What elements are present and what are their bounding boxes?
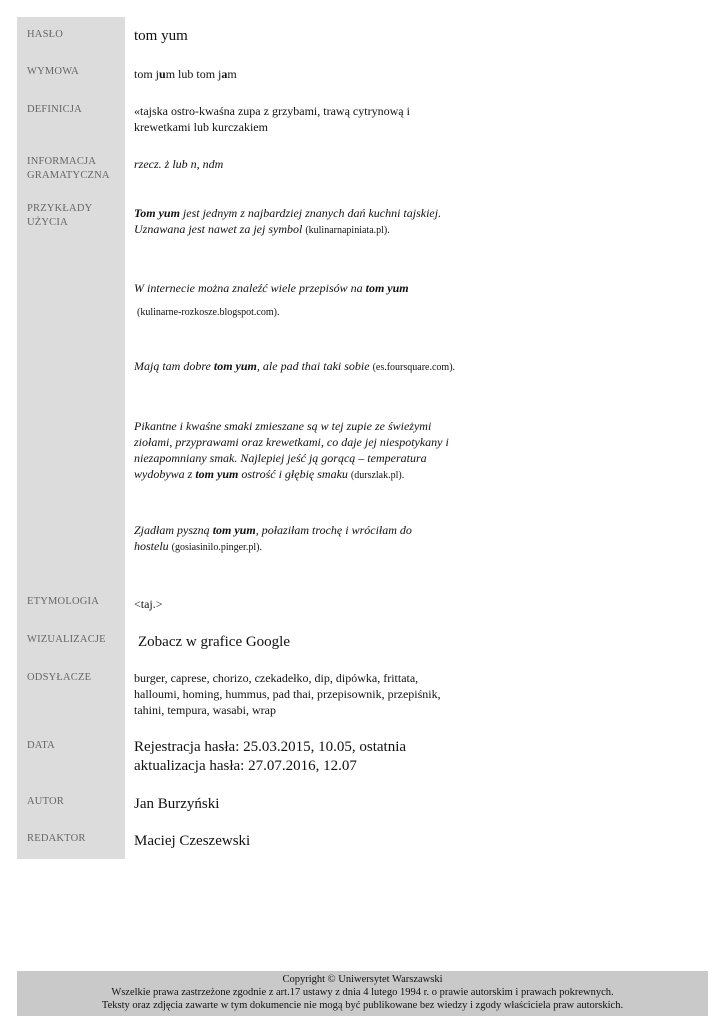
label-redaktor: REDAKTOR (27, 833, 86, 844)
pron-part: m (227, 67, 237, 81)
footer-notice: Teksty oraz zdjęcia zawarte w tym dokumencie nie mogą być publikowane bez wiedzy i zgody właściciela praw autorskich. (101, 1000, 624, 1011)
dates: Rejestracja hasła: 25.03.2015, 10.05, ostatnia aktualizacja hasła: 27.07.2016, 12.07 (134, 739, 407, 774)
example-term: Tom yum (134, 206, 180, 220)
label-przyklady-uzycia (27, 202, 92, 230)
pron-part: m lub tom j (165, 67, 222, 81)
example-1: Tom yum jest jednym z najbardziej znanych dań kuchni tajskiej. Uznawana jest nawet za jej symbol (kulinarnapiniata.pl). (134, 206, 442, 236)
example-source: (kulinarnapiniata.pl) (305, 225, 388, 236)
label-informacja-gramatyczna (27, 155, 110, 183)
example-source: (gosiasinilo.pinger.pl) (171, 542, 260, 553)
label-odsylacze: ODSYŁACZE (27, 672, 92, 683)
etymology: <taj.> (134, 597, 163, 611)
example-source: (es.foursquare.com) (372, 362, 453, 373)
label-wymowa: WYMOWA (27, 66, 79, 77)
copyright-footer (17, 971, 708, 1016)
footer-rights: Wszelkie prawa zastrzeżone zgodnie z art.17 ustawy z dnia 4 lutego 1994 r. o prawie autorskim i prawach pokrewnych. (111, 987, 614, 998)
google-images-link[interactable]: Zobacz w grafice Google (138, 634, 291, 650)
example-3: Mają tam dobre tom yum, ale pad thai taki sobie (es.foursquare.com). (134, 359, 456, 373)
pron-part: tom j (134, 67, 160, 81)
example-5: Zjadłam pyszną tom yum, połaziłam trochę i wróciłam do hostelu (gosiasinilo.pinger.pl). (134, 523, 412, 553)
grammar-info: rzecz. ż lub n, ndm (134, 157, 224, 171)
label-definicja: DEFINICJA (27, 104, 82, 115)
label-autor: AUTOR (27, 796, 64, 807)
example-term: tom yum (195, 467, 239, 481)
example-2: W internecie można znaleźć wiele przepisów na tom yum (kulinarne-rozkosze.blogspot.com). (134, 281, 409, 318)
label-etymologia: ETYMOLOGIA (27, 596, 99, 607)
author: Jan Burzyński (134, 796, 220, 812)
example-term: tom yum (365, 281, 409, 295)
example-4: Pikantne i kwaśne smaki zmieszane są w tej zupie ze świeżymi ziołami, przyprawami oraz krewetkami, co daje jej niespotykany i niezapomniany smak. Najlepiej jeść ją gorącą – temperatura wydobywa z tom yum ostrość i głębię smaku (durszlak.pl). (134, 419, 449, 481)
label-data: DATA (27, 740, 55, 751)
pronunciation (134, 66, 464, 82)
cross-references: burger, caprese, chorizo, czekadełko, dip, dipówka, frittata, halloumi, homing, hummus, pad thai, przepisownik, przepiśnik, tahini, tempura, wasabi, wrap (134, 671, 441, 717)
label-informacja: INFORMACJA (27, 156, 97, 167)
label-column (17, 17, 125, 859)
pron-stress: u (159, 67, 166, 81)
pron-stress: a (221, 67, 228, 81)
definition: «tajska ostro-kwaśna zupa z grzybami, trawą cytrynową i krewetkami lub kurczakiem (134, 104, 410, 134)
label-przyklady: PRZYKŁADY (27, 203, 93, 214)
label-gramatyczna: GRAMATYCZNA (27, 170, 110, 181)
footer-copyright: Copyright © Uniwersytet Warszawski (282, 974, 443, 985)
editor: Maciej Czeszewski (134, 833, 251, 849)
example-source: (durszlak.pl) (350, 470, 402, 481)
example-term: tom yum (213, 359, 257, 373)
label-wizualizacje: WIZUALIZACJE (27, 634, 106, 645)
example-source: (kulinarne-rozkosze.blogspot.com) (137, 307, 277, 318)
example-term: tom yum (212, 523, 256, 537)
label-uzycia: UŻYCIA (27, 217, 68, 228)
label-haslo: HASŁO (27, 29, 64, 40)
headword: tom yum (134, 28, 188, 44)
